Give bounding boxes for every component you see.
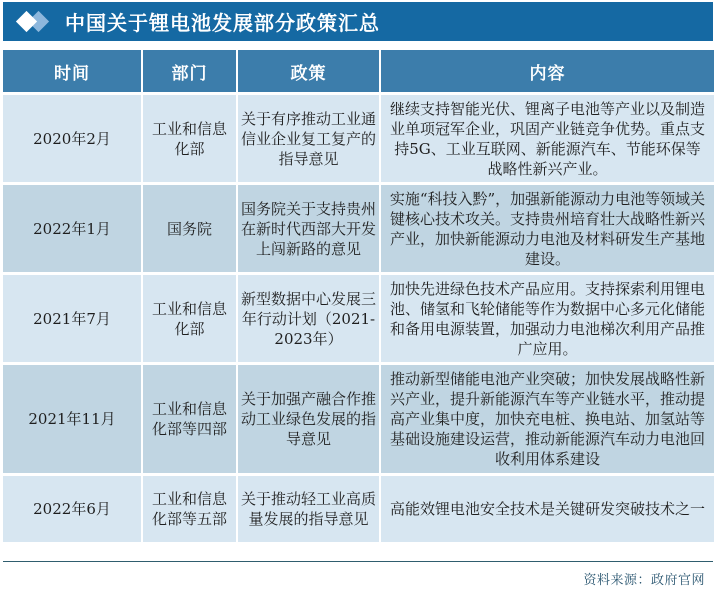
policy-table [3, 50, 714, 542]
page-title: 中国关于锂电池发展部分政策汇总 [65, 11, 380, 35]
header-content: 内容 [381, 50, 714, 92]
cell-policy: 国务院关于支持贵州在新时代西部大开发上闯新路的意见 [238, 185, 379, 272]
cell-department: 国务院 [143, 185, 236, 272]
double-diamond-icon [3, 2, 57, 41]
cell-department: 工业和信息化部等五部 [143, 476, 236, 542]
header-policy: 政策 [238, 50, 379, 92]
cell-content: 加快先进绿色技术产品应用。支持探索利用锂电池、储氢和飞轮储能等作为数据中心多元化储能和备用电源装置，加强动力电池梯次利用产品推广应用。 [381, 275, 714, 362]
cell-date: 2022年1月 [3, 185, 141, 272]
cell-date: 2021年7月 [3, 275, 141, 362]
source-note: 资料来源：政府官网 [583, 573, 705, 588]
cell-date: 2021年11月 [3, 365, 141, 473]
cell-content: 实施“科技入黔”，加强新能源动力电池等领域关键核心技术攻关。支持贵州培育壮大战略性新兴产业，加快新能源动力电池及材料研发生产基地建设。 [381, 185, 714, 272]
cell-policy: 关于推动轻工业高质量发展的指导意见 [238, 476, 379, 542]
footer-divider [3, 561, 713, 562]
cell-policy: 新型数据中心发展三年行动计划（2021-2023年） [238, 275, 379, 362]
cell-date: 2020年2月 [3, 95, 141, 182]
header-department: 部门 [143, 50, 236, 92]
cell-content: 继续支持智能光伏、锂离子电池等产业以及制造业单项冠军企业，巩固产业链竞争优势。重点支持5G、工业互联网、新能源汽车、节能环保等战略性新兴产业。 [381, 95, 714, 182]
cell-department: 工业和信息化部 [143, 95, 236, 182]
cell-policy: 关于有序推动工业通信业企业复工复产的指导意见 [238, 95, 379, 182]
cell-department: 工业和信息化部 [143, 275, 236, 362]
cell-policy: 关于加强产融合作推动工业绿色发展的指导意见 [238, 365, 379, 473]
cell-date: 2022年6月 [3, 476, 141, 542]
cell-content: 推动新型储能电池产业突破；加快发展战略性新兴产业，提升新能源汽车等产业链水平，推动提高产业集中度，加快充电桩、换电站、加氢站等基础设施建设运营，推动新能源汽车动力电池回收利用体系建设 [381, 365, 714, 473]
title-bar [3, 2, 713, 41]
cell-department: 工业和信息化部等四部 [143, 365, 236, 473]
cell-content: 高能效锂电池安全技术是关键研发突破技术之一 [381, 476, 714, 542]
header-date: 时间 [3, 50, 141, 92]
